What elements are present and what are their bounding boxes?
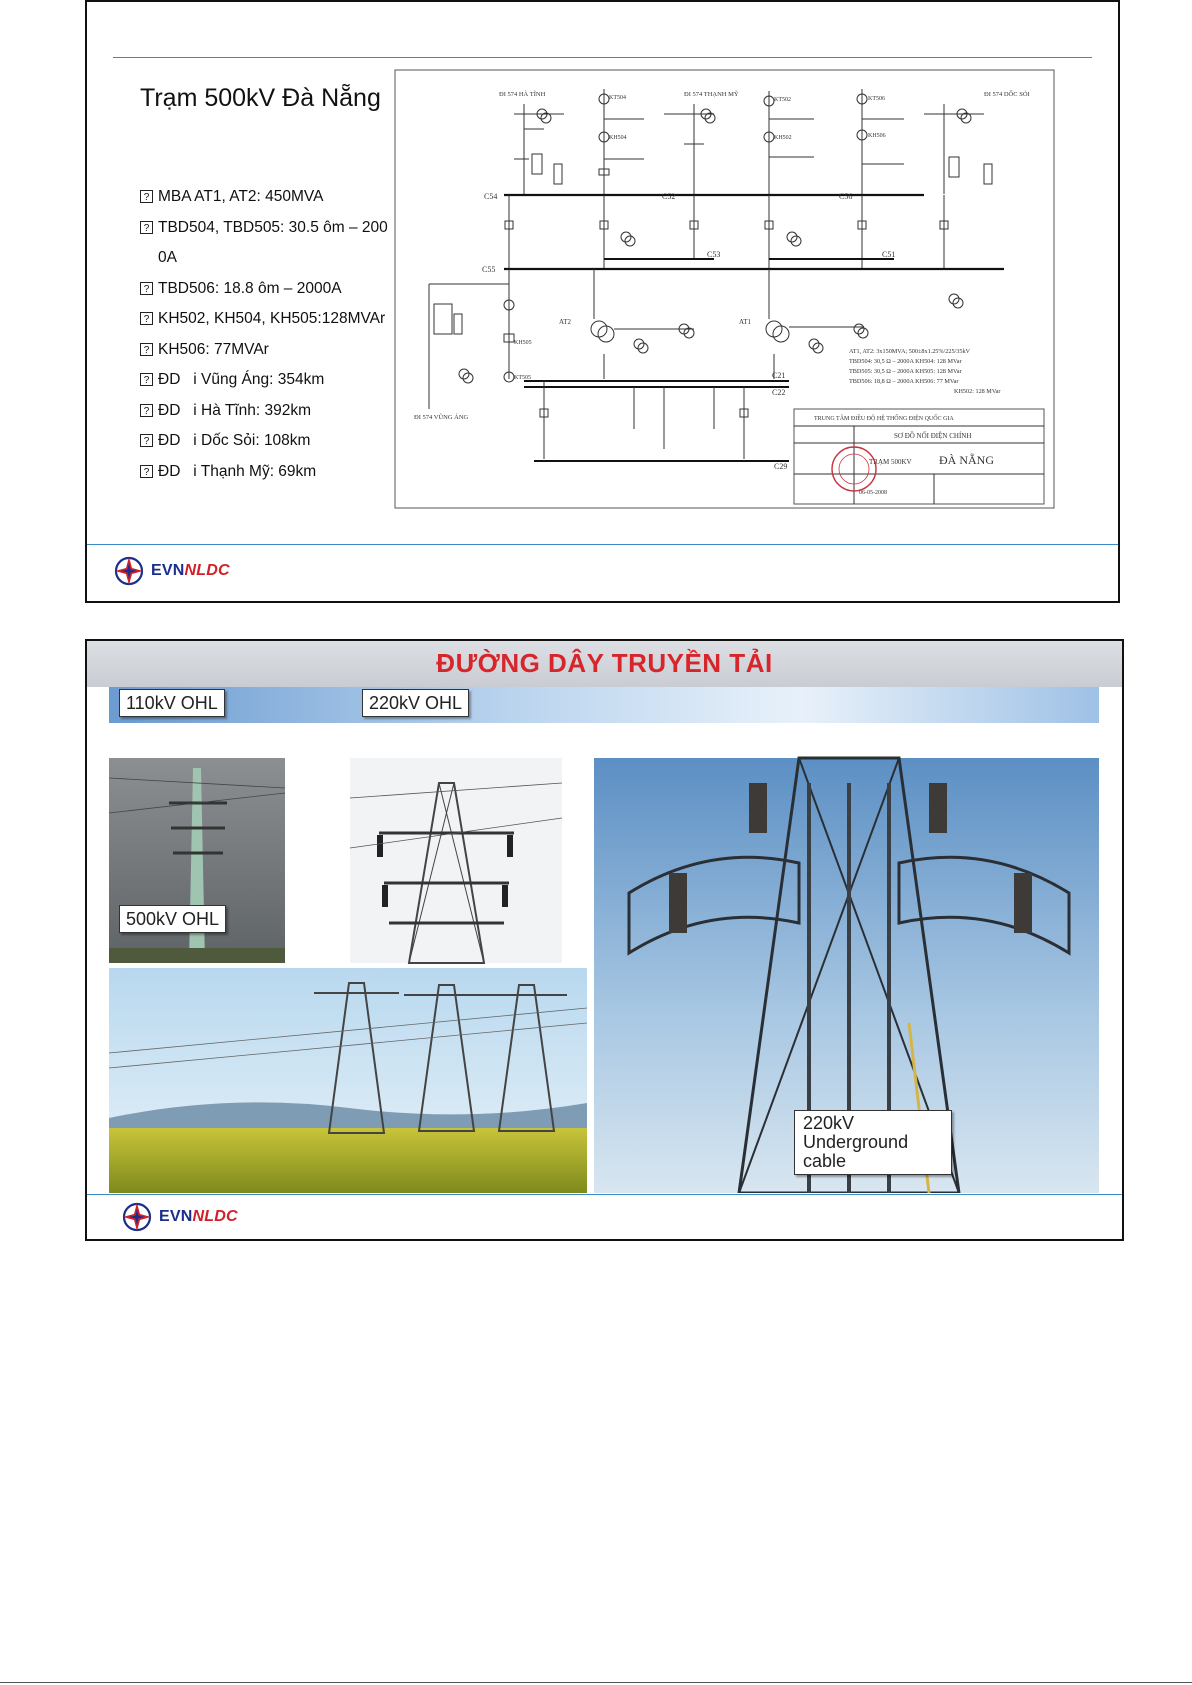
evn-nldc-logo: EVNNLDC — [113, 555, 230, 587]
bus-label: C29 — [774, 462, 788, 471]
bullet-box-icon: ? — [140, 343, 153, 356]
transformer-label: AT1 — [739, 318, 752, 326]
slide-heading: ĐƯỜNG DÂY TRUYỀN TẢI — [436, 648, 773, 678]
feeder-thanhmy — [664, 104, 715, 194]
breaker-label: KT506 — [868, 96, 885, 102]
breaker-label: KT502 — [774, 97, 791, 103]
station-name: ĐÀ NẴNG — [939, 453, 994, 467]
list-item: ? ĐD i Hà Tĩnh: 392km — [140, 396, 390, 427]
bullet-box-icon: ? — [140, 465, 153, 478]
page-bottom-rule — [0, 1682, 1192, 1683]
evn-nldc-logo: EVNNLDC — [121, 1201, 238, 1233]
blue-band — [109, 687, 1099, 723]
svg-text:AT1, AT2: 3x150MVA; 500±8x1.25: AT1, AT2: 3x150MVA; 500±8x1.25%/225/35kV — [849, 348, 971, 355]
breaker-label: KH502 — [774, 135, 792, 141]
bullet-box-icon: ? — [140, 312, 153, 325]
diagram-legend — [849, 348, 1000, 395]
feeder-label: ĐI 574 THẠNH MỸ — [684, 91, 739, 98]
list-item: ? MBA AT1, AT2: 450MVA — [140, 182, 390, 213]
svg-text:TBD504: 30,5 Ω – 2000A KH50: TBD504: 30,5 Ω – 2000A KH504: 128 MVar — [849, 358, 962, 365]
single-line-diagram — [394, 69, 1055, 509]
list-item: ? ĐD i Dốc Sỏi: 108km — [140, 426, 390, 457]
breaker-label: KH505 — [514, 340, 532, 346]
slide-title: Trạm 500kV Đà Nẵng — [140, 84, 381, 112]
diagram-name: SƠ ĐỒ NỐI ĐIỆN CHÍNH — [894, 432, 972, 440]
bus-label: C52 — [662, 192, 676, 201]
bullet-box-icon: ? — [140, 221, 153, 234]
bullet-box-icon: ? — [140, 404, 153, 417]
feeder-kt502 — [764, 91, 814, 194]
svg-text:KH502: 128 MVar: KH502: 128 MVar — [954, 388, 1001, 395]
breaker-label: KH506 — [868, 133, 886, 139]
breaker-label: KH504 — [609, 135, 627, 141]
bullet-box-icon: ? — [140, 190, 153, 203]
diagram-date: 06-05-2008 — [859, 490, 887, 496]
bullet-box-icon: ? — [140, 434, 153, 447]
title-block — [794, 409, 1044, 504]
bus-label: C56 — [839, 192, 853, 201]
feeder-docsoi — [924, 104, 992, 194]
bus-label: C54 — [484, 192, 498, 201]
feeder-label: ĐI 574 VŨNG ÁNG — [414, 414, 469, 421]
bullet-box-icon: ? — [140, 373, 153, 386]
photo-220kv — [350, 758, 562, 963]
slide-substation — [85, 0, 1120, 603]
svg-text:TBD506: 18,8 Ω – 2000A KH50: TBD506: 18,8 Ω – 2000A KH506: 77 MVar — [849, 378, 959, 385]
list-item: ? ĐD i Thạnh Mỹ: 69km — [140, 457, 390, 488]
bus-label: C53 — [707, 250, 721, 259]
bullet-box-icon: ? — [140, 282, 153, 295]
slide-transmission-lines — [85, 639, 1124, 1241]
feeder-kt506 — [857, 89, 904, 194]
breaker-label: KT504 — [609, 95, 626, 101]
bus-label: C22 — [772, 388, 786, 397]
label-500kv-ohl: 500kV OHL — [119, 905, 226, 933]
feeder-label: ĐI 574 DỐC SỎI — [984, 91, 1030, 98]
evn-star-icon — [113, 555, 145, 587]
bus-label: C55 — [482, 265, 496, 274]
breaker-label: KT505 — [514, 375, 531, 381]
bus-couplers — [540, 381, 748, 459]
list-item: ? TBD506: 18.8 ôm – 2000A — [140, 274, 390, 305]
evn-star-icon — [121, 1201, 153, 1233]
bus-label: C51 — [882, 250, 896, 259]
header-divider — [113, 57, 1092, 58]
feeder-hatinh — [514, 104, 564, 194]
org-name: TRUNG TÂM ĐIỀU ĐỘ HỆ THỐNG ĐIỆN QUỐC GIA — [814, 416, 954, 422]
spec-list — [140, 182, 390, 487]
list-item: ? TBD504, TBD505: 30.5 ôm – 2000A — [140, 213, 390, 274]
footer-divider — [87, 544, 1118, 545]
footer-divider — [87, 1194, 1122, 1195]
label-110kv-ohl: 110kV OHL — [119, 689, 225, 717]
station-label: TRẠM 500KV — [869, 458, 912, 466]
photo-500kv — [109, 968, 587, 1193]
list-item: ? KH506: 77MVAr — [140, 335, 390, 366]
list-item: ? KH502, KH504, KH505:128MVAr — [140, 304, 390, 335]
feeder-label: ĐI 574 HÀ TĨNH — [499, 91, 546, 98]
label-220kv-underground-cable: 220kV Underground cable — [794, 1110, 952, 1175]
transformer-label: AT2 — [559, 318, 572, 326]
bus-label: C21 — [772, 371, 786, 380]
label-220kv-ohl: 220kV OHL — [362, 689, 469, 717]
svg-text:TBD505: 30,5 Ω – 2000A KH50: TBD505: 30,5 Ω – 2000A KH505: 128 MVar — [849, 368, 962, 375]
list-item: ? ĐD i Vũng Áng: 354km — [140, 365, 390, 396]
feeder-kt504 — [599, 89, 644, 194]
diagram-frame — [395, 70, 1054, 508]
